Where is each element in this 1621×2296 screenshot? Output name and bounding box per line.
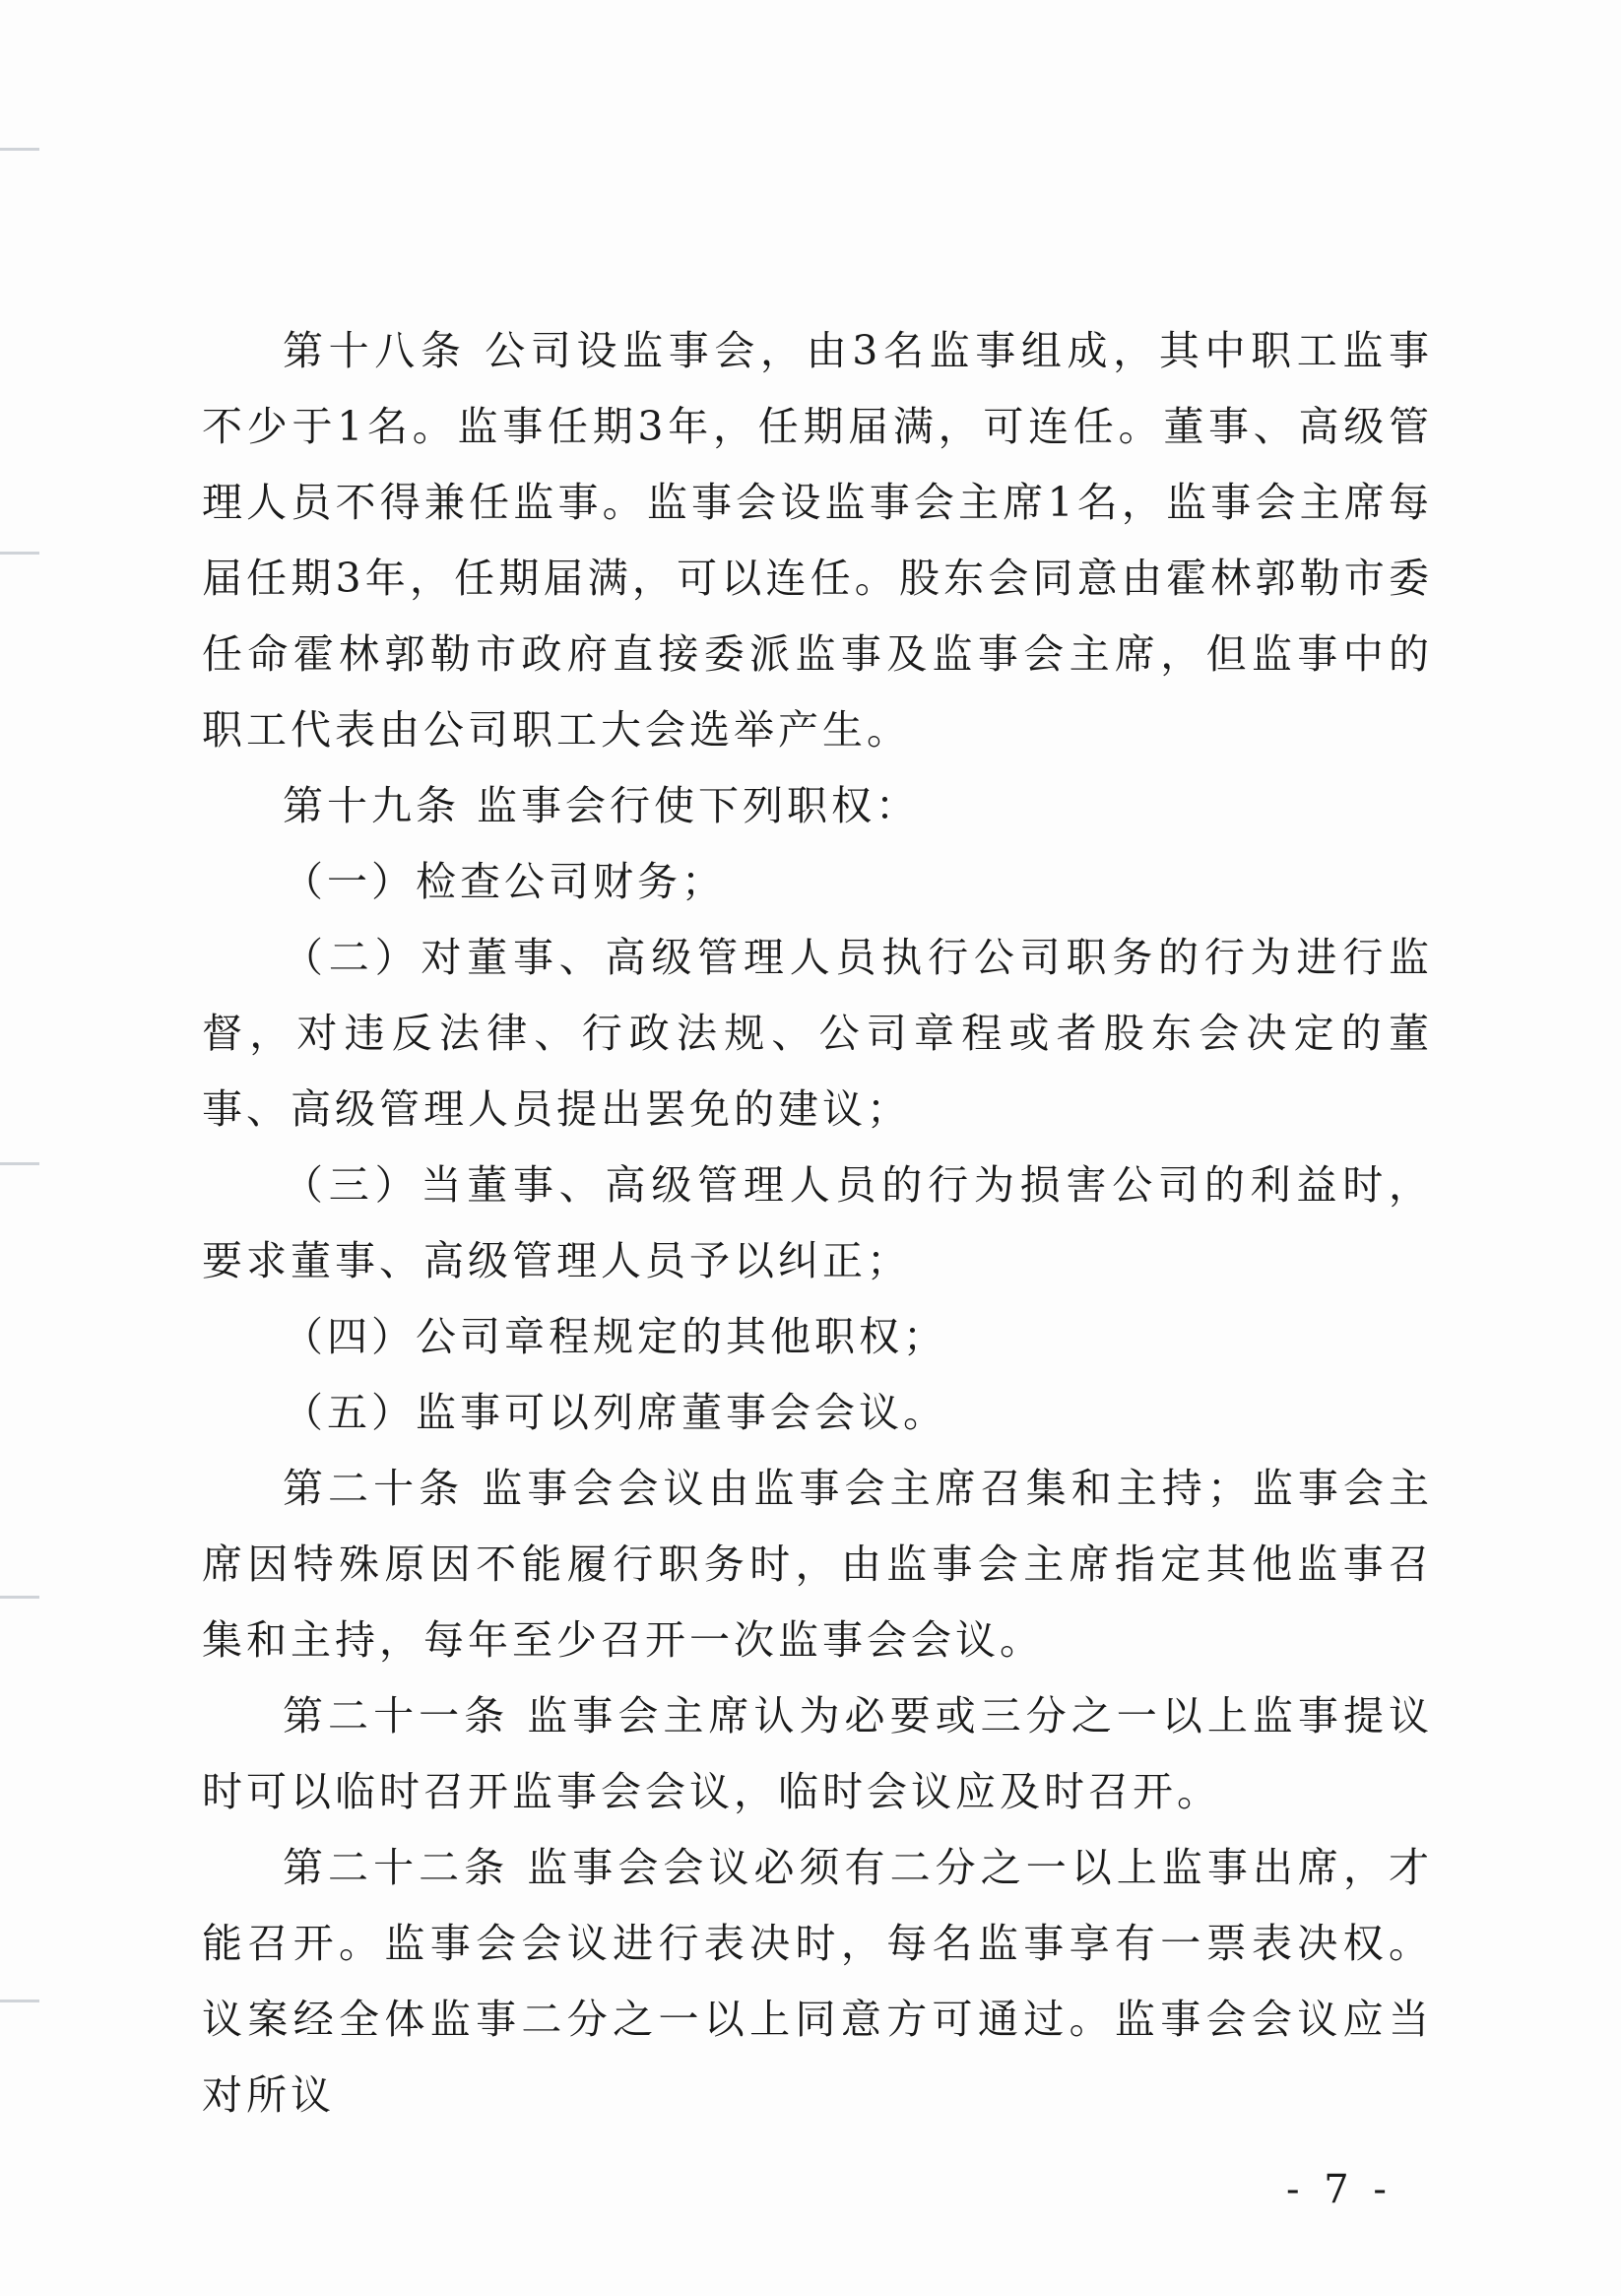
page-number: - 7 - — [1286, 2167, 1393, 2212]
article-19-item-2: （二）对董事、高级管理人员执行公司职务的行为进行监督，对违反法律、行政法规、公司章程或者股东会决定的董事、高级管理人员提出罢免的建议； — [202, 934, 1433, 1133]
article-19-item-4: （四）公司章程规定的其他职权； — [283, 1313, 947, 1360]
scan-margin-mark — [0, 552, 39, 555]
article-19-item-1: （一）检查公司财务； — [283, 858, 726, 905]
article-18: 第十八条 公司设监事会，由3名监事组成，其中职工监事不少于1名。监事任期3年，任期届满，可连任。董事、高级管理人员不得兼任监事。监事会设监事会主席1名，监事会主席每届任期3年，任期届满，可以连任。股东会同意由霍林郭勒市委任命霍林郭勒市政府直接委派监事及监事会主席，但监事中的职工代表由公司职工大会选举产生。 — [202, 327, 1433, 754]
scan-margin-mark — [0, 1596, 39, 1599]
scan-margin-mark — [0, 2000, 39, 2002]
scan-margin-mark — [0, 148, 39, 151]
article-19-heading: 第十九条 监事会行使下列职权： — [283, 782, 921, 829]
article-21: 第二十一条 监事会主席认为必要或三分之一以上监事提议时可以临时召开监事会会议，临时会议应及时召开。 — [202, 1692, 1433, 1815]
document-body — [202, 313, 1433, 2133]
article-19-item-5: （五）监事可以列席董事会会议。 — [283, 1389, 947, 1436]
article-20: 第二十条 监事会会议由监事会主席召集和主持；监事会主席因特殊原因不能履行职务时，由监事会主席指定其他监事召集和主持，每年至少召开一次监事会会议。 — [202, 1465, 1433, 1664]
scan-margin-mark — [0, 1162, 39, 1165]
article-22: 第二十二条 监事会会议必须有二分之一以上监事出席，才能召开。监事会会议进行表决时，每名监事享有一票表决权。议案经全体监事二分之一以上同意方可通过。监事会会议应当对所议 — [202, 1844, 1433, 2119]
article-19-item-3: （三）当董事、高级管理人员的行为损害公司的利益时，要求董事、高级管理人员予以纠正； — [202, 1161, 1433, 1284]
